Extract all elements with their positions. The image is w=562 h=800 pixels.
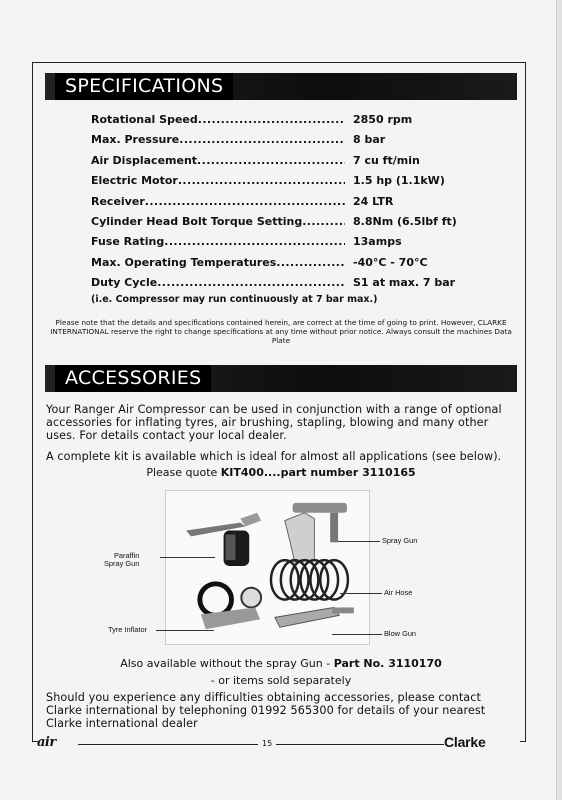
spec-label: Cylinder Head Bolt Torque Setting [91, 214, 303, 228]
kit-availability-text: A complete kit is available which is ideal for almost all applications (see below). [46, 450, 502, 463]
callout-blow-gun: Blow Gun [384, 629, 417, 638]
specifications-list [91, 110, 491, 294]
callout-paraffin-spray-gun: Paraffin Spray Gun [104, 551, 140, 568]
spec-label: Duty Cycle [91, 276, 158, 290]
spec-value: S1 at max. 7 bar [349, 273, 455, 293]
spec-value: 8 bar [349, 130, 385, 150]
spec-row [91, 212, 491, 232]
spec-label: Electric Motor [91, 174, 178, 188]
spec-value: -40°C - 70°C [349, 253, 428, 273]
spec-row [91, 253, 491, 273]
spec-row [91, 192, 491, 212]
callout-leader [332, 634, 382, 635]
callout-leader [338, 541, 380, 542]
also-available-line [46, 657, 516, 670]
leader-dots [164, 235, 345, 248]
spec-label: Rotational Speed [91, 113, 198, 126]
leader-dots [178, 174, 345, 187]
spec-label: Air Displacement [91, 153, 198, 167]
spec-value: 1.5 hp (1.1kW) [349, 171, 445, 191]
specifications-heading-bar [45, 73, 517, 100]
kit-part-number: KIT400....part number 3110165 [220, 466, 416, 479]
accessories-heading: ACCESSORIES [55, 365, 211, 392]
callout-spray-gun: Spray Gun [382, 536, 418, 545]
spec-value: 13amps [349, 232, 402, 252]
leader-dots [179, 133, 345, 146]
accessories-heading-bar [45, 365, 517, 392]
quote-prefix: Please quote [146, 466, 221, 479]
page-number: 15 [258, 739, 276, 748]
spec-row [91, 151, 491, 171]
specifications-disclaimer: Please note that the details and specifications contained herein, are correct at the time of going to print. However, CLARKE INTERNATIONAL reserve the right to change specifications at any time without prior notice. Always consult the machines Data Plate [50, 318, 512, 345]
page-edge [556, 0, 562, 800]
spec-label: Max. Operating Temperatures [91, 255, 277, 269]
leader-dots [145, 195, 345, 208]
clarke-logo: Clarke [444, 734, 486, 750]
kit-quote-line [46, 466, 516, 479]
callout-air-hose: Air Hose [384, 588, 413, 597]
contact-paragraph: Should you experience any difficulties obtaining accessories, please contact Clarke international by telephoning 01992 565300 for details of your nearest Clarke international dealer [46, 691, 486, 730]
leader-dots [157, 276, 345, 289]
callout-tyre-inflator: Tyre Inflator [108, 625, 148, 634]
accessory-kit-photo [165, 490, 370, 645]
leader-dots [198, 113, 345, 126]
spec-row [91, 110, 491, 130]
leader-dots [302, 215, 345, 228]
spec-row [91, 130, 491, 150]
spec-value: 8.8Nm (6.5lbf ft) [349, 212, 457, 232]
spec-row [91, 273, 491, 293]
callout-leader [156, 630, 214, 631]
spec-value: 24 LTR [349, 192, 393, 212]
spec-label: Receiver [91, 194, 145, 208]
frame-corner-tick [520, 741, 526, 742]
air-logo: air [37, 735, 56, 750]
alt-part-number: Part No. 3110170 [333, 657, 442, 670]
sold-separately-line: - or items sold separately [210, 674, 352, 687]
leader-dots [276, 256, 345, 269]
accessories-intro: Your Ranger Air Compressor can be used in conjunction with a range of optional accessories for inflating tyres, air brushing, stapling, blowing and many other uses. For details contact your local dealer. [46, 403, 502, 442]
spec-value: 7 cu ft/min [349, 151, 420, 171]
also-available-text: Also available without the spray Gun - [120, 657, 334, 670]
spec-row [91, 232, 491, 252]
leader-dots [197, 154, 345, 167]
duty-cycle-note: (i.e. Compressor may run continuously at 7 bar max.) [91, 294, 378, 305]
spec-value: 2850 rpm [349, 110, 412, 130]
spec-label: Max. Pressure [91, 133, 180, 147]
spec-row [91, 171, 491, 191]
specifications-heading: SPECIFICATIONS [55, 73, 233, 100]
callout-leader [340, 593, 382, 594]
callout-leader [160, 557, 215, 558]
spec-label: Fuse Rating [91, 235, 165, 249]
